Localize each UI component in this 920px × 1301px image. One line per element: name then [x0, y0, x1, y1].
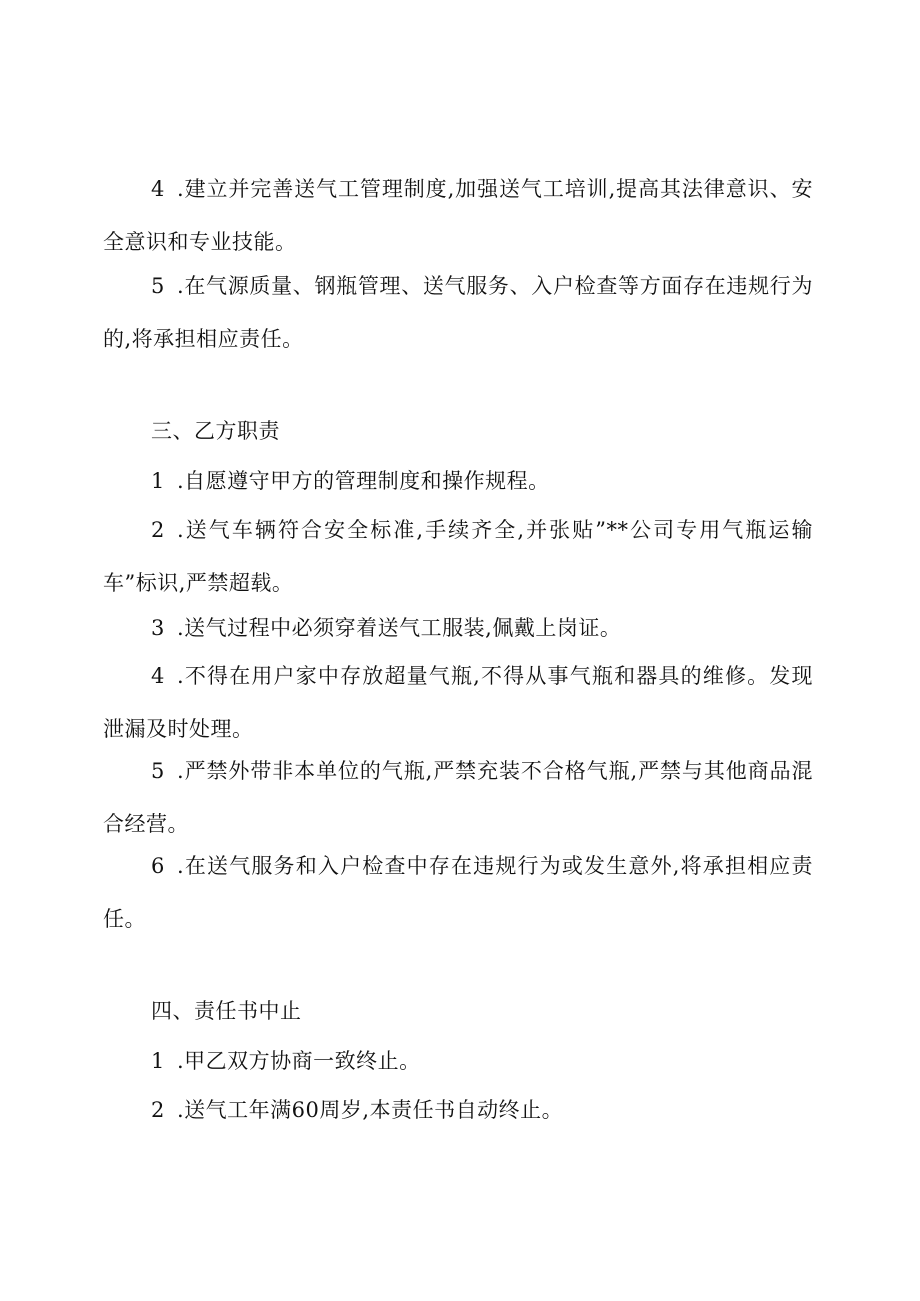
clause-text: .甲乙双方协商一致终止。: [177, 1049, 421, 1073]
clause-3-5: [103, 745, 813, 851]
clause-number: 6: [151, 854, 165, 878]
clause-number: 5: [151, 759, 165, 783]
clause-2-5: [103, 260, 813, 366]
clause-4-1: [103, 1035, 813, 1088]
clause-3-6: [103, 840, 813, 946]
clause-text: .在送气服务和入户检查中存在违规行为或发生意外,将承担相应责任。: [103, 854, 813, 931]
clause-3-1: [103, 455, 813, 508]
clause-text: .送气工年满60周岁,本责任书自动终止。: [177, 1098, 564, 1122]
clause-number: 1: [151, 1049, 165, 1073]
clause-4-2: [103, 1084, 813, 1137]
clause-number: 2: [151, 1098, 165, 1122]
clause-number: 1: [151, 469, 165, 493]
clause-number: 3: [151, 616, 165, 640]
clause-text: .在气源质量、钢瓶管理、送气服务、入户检查等方面存在违规行为的,将承担相应责任。: [103, 274, 813, 351]
clause-3-4: [103, 650, 813, 756]
section-heading-text: 三、乙方职责: [151, 419, 280, 443]
section-4-heading: [103, 985, 813, 1038]
section-3-heading: [103, 405, 813, 458]
clause-number: 4: [151, 664, 165, 688]
clause-text: .送气过程中必须穿着送气工服装,佩戴上岗证。: [177, 616, 622, 640]
clause-text: .送气车辆符合安全标准,手续齐全,并张贴”**公司专用气瓶运输车”标识,严禁超载。: [103, 518, 813, 595]
clause-text: .建立并完善送气工管理制度,加强送气工培训,提高其法律意识、安全意识和专业技能。: [103, 177, 813, 254]
clause-2-4: [103, 163, 813, 269]
clause-number: 2: [151, 518, 165, 542]
clause-text: .不得在用户家中存放超量气瓶,不得从事气瓶和器具的维修。发现泄漏及时处理。: [103, 664, 813, 741]
clause-text: .自愿遵守甲方的管理制度和操作规程。: [177, 469, 550, 493]
clause-text: .严禁外带非本单位的气瓶,严禁充装不合格气瓶,严禁与其他商品混合经营。: [103, 759, 813, 836]
clause-number: 4: [151, 177, 165, 201]
section-heading-text: 四、责任书中止: [151, 999, 302, 1023]
clause-number: 5: [151, 274, 165, 298]
clause-3-2: [103, 504, 813, 610]
clause-3-3: [103, 602, 813, 655]
